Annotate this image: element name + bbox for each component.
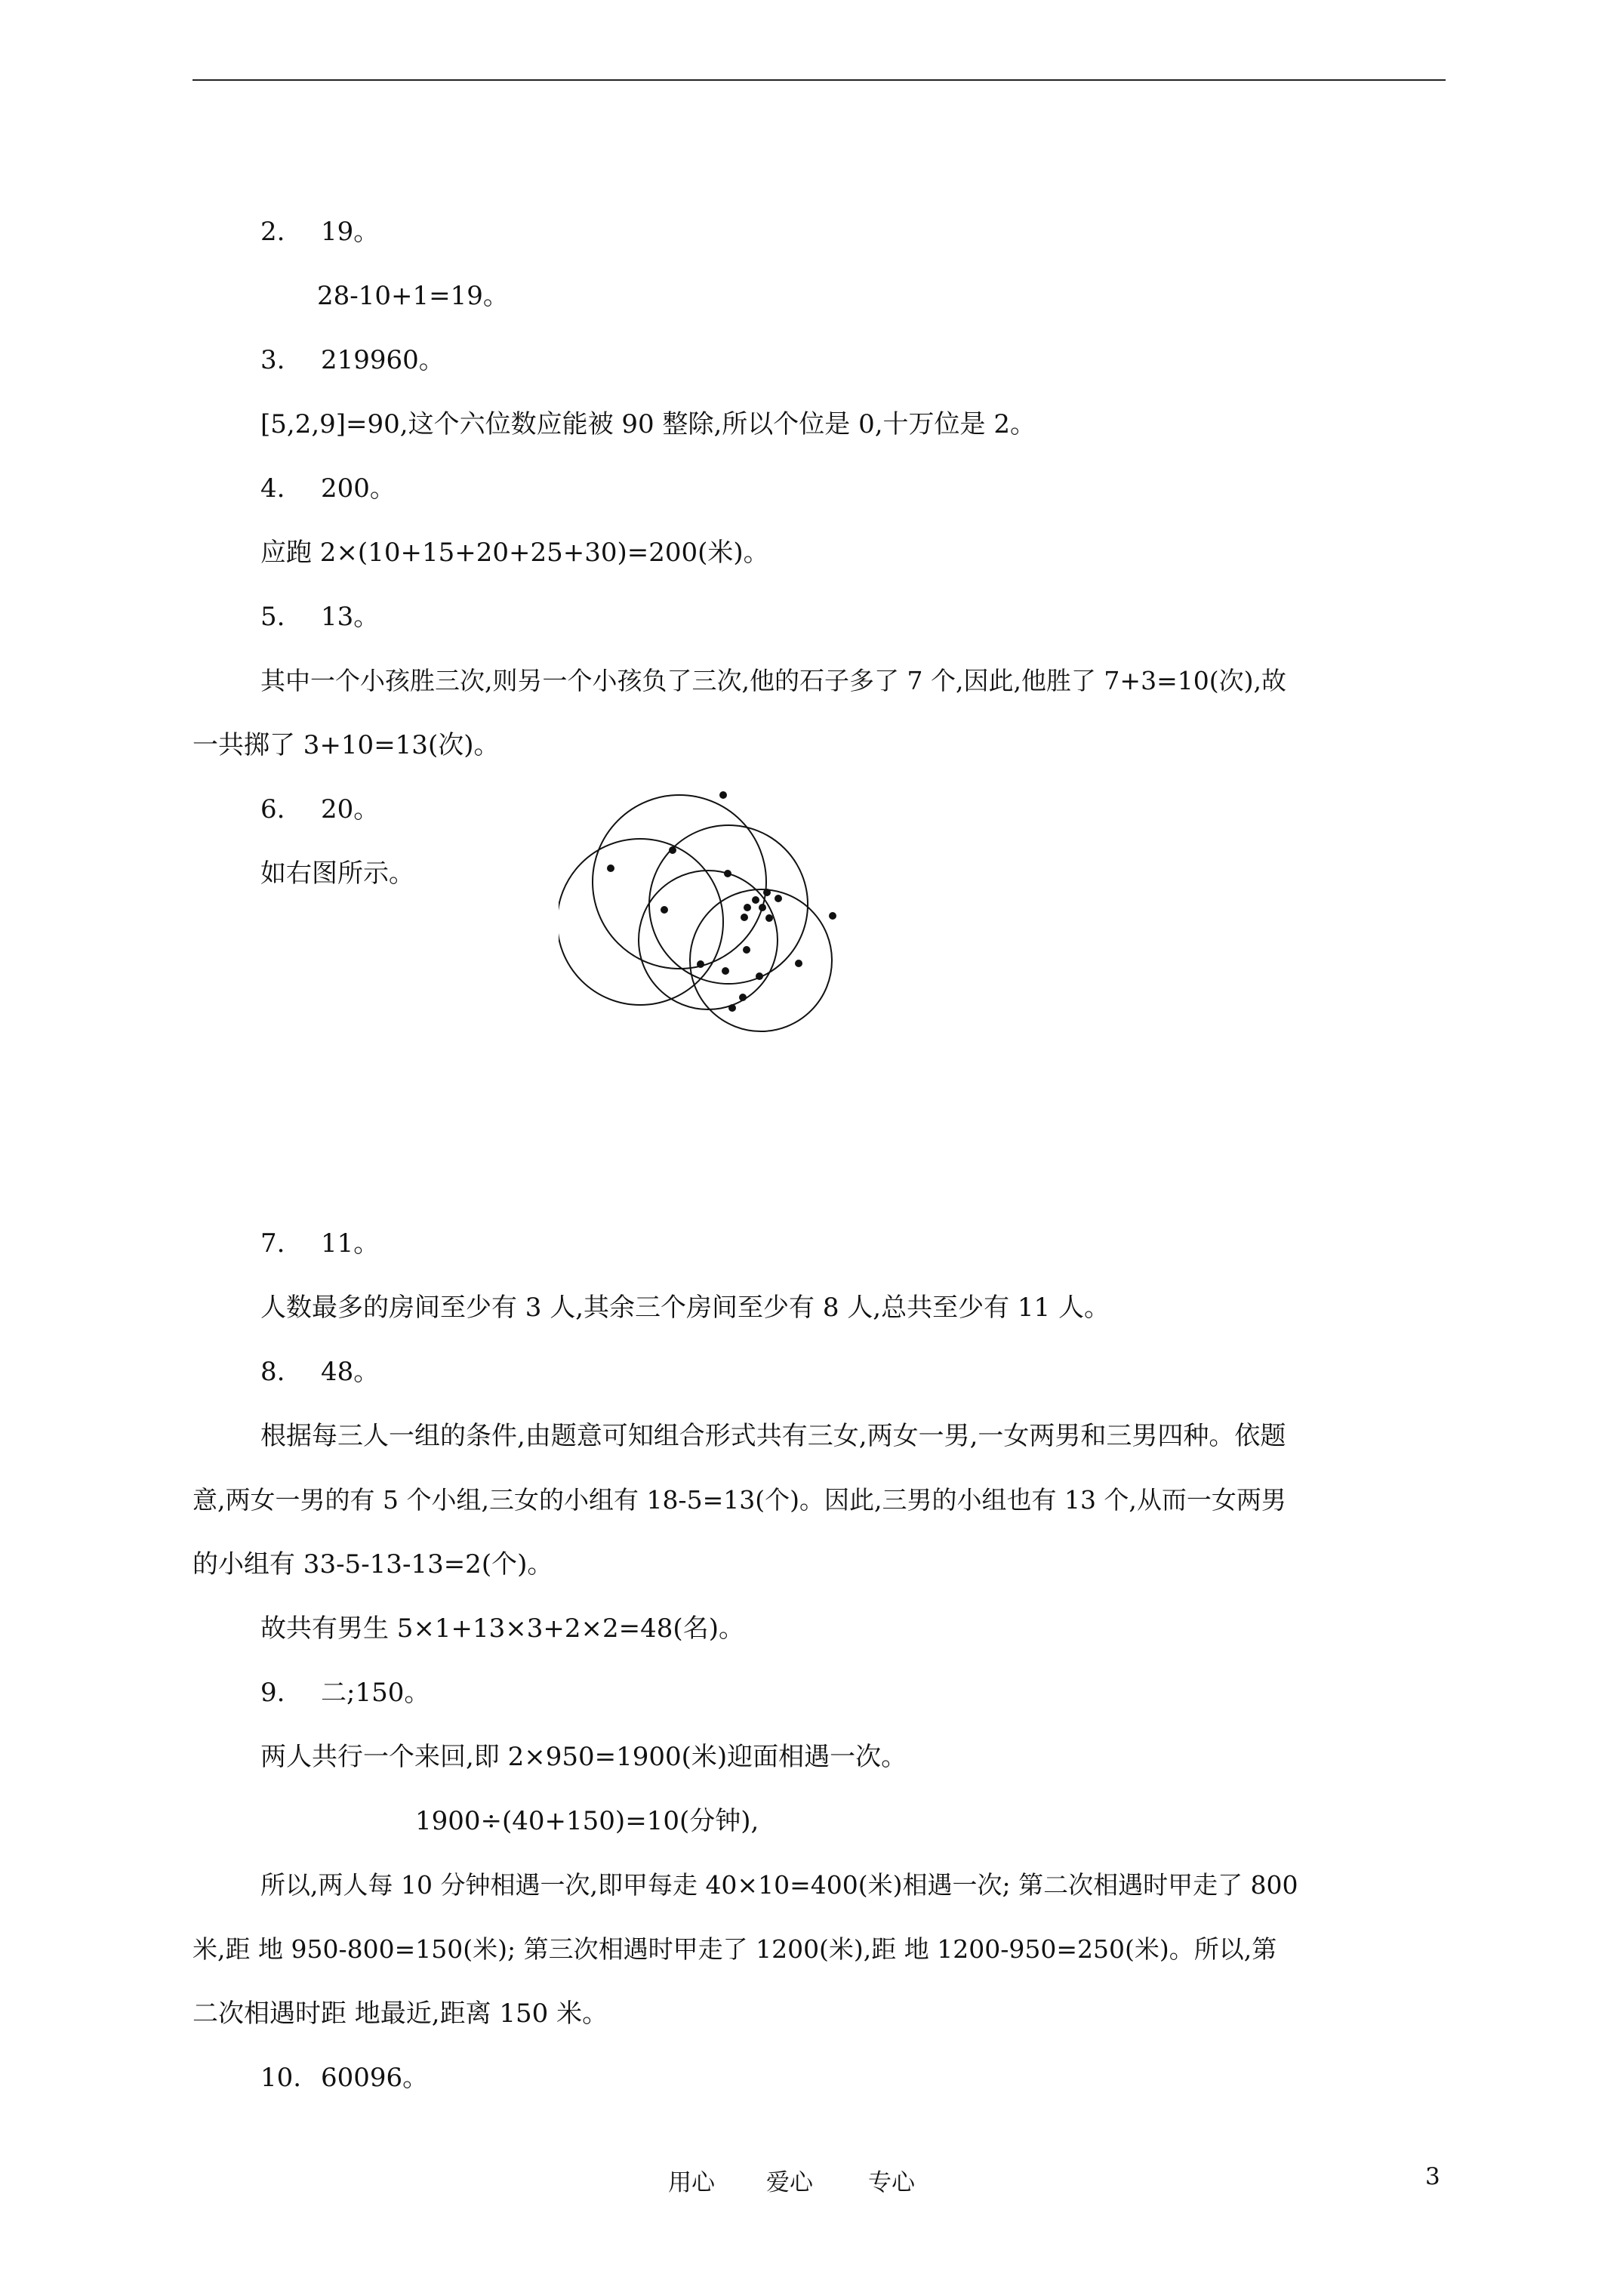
answer-8: 8. 48。 [260, 1357, 380, 1387]
footer-motto-1: 用心 [668, 2169, 715, 2196]
explanation-8-line1: 根据每三人一组的条件,由题意可知组合形式共有三女,两女一男,一女两男和三男四种。依题 [260, 1421, 1286, 1451]
explanation-4: 应跑 2×(10+15+20+25+30)=200(米)。 [260, 538, 769, 568]
explanation-9-line2: 1900÷(40+150)=10(分钟), [415, 1806, 759, 1836]
answer-3: 3. 219960。 [260, 345, 445, 375]
circle-2 [593, 795, 766, 969]
explanation-3: [5,2,9]=90,这个六位数应能被 90 整除,所以个位是 0,十万位是 2。 [260, 409, 1036, 439]
explanation-8-line2: 意,两女一男的有 5 个小组,三女的小组有 18-5=13(个)。因此,三男的小组也有 13 个,从而一女两男 [192, 1485, 1286, 1515]
explanation-6: 如右图所示。 [260, 858, 414, 889]
answer-4: 4. 200。 [260, 473, 396, 504]
explanation-9-line1: 两人共行一个来回,即 2×950=1900(米)迎面相遇一次。 [260, 1742, 907, 1772]
explanation-9-line4: 米,距 地 950-800=150(米); 第三次相遇时甲走了 1200(米),距 地 1200-950=250(米)。所以,第 [192, 1934, 1277, 1964]
explanation-5-line2: 一共掷了 3+10=13(次)。 [192, 730, 500, 760]
explanation-5-line1: 其中一个小孩胜三次,则另一个小孩负了三次,他的石子多了 7 个,因此,他胜了 7+3=10(次),故 [260, 666, 1286, 695]
answer-9: 9. 二;150。 [260, 1678, 430, 1708]
footer-motto-2: 爱心 [766, 2169, 813, 2196]
circles-figure [559, 785, 876, 1049]
explanation-9-line5: 二次相遇时距 地最近,距离 150 米。 [192, 1999, 608, 2029]
explanation-8-line3: 的小组有 33-5-13-13=2(个)。 [192, 1549, 553, 1579]
explanation-8-line4: 故共有男生 5×1+13×3+2×2=48(名)。 [260, 1613, 744, 1644]
explanation-9-line3: 所以,两人每 10 分钟相遇一次,即甲每走 40×10=400(米)相遇一次; 第二次相遇时甲走了 800 [260, 1870, 1298, 1900]
explanation-7: 人数最多的房间至少有 3 人,其余三个房间至少有 8 人,总共至少有 11 人。 [260, 1293, 1110, 1323]
footer-motto-3: 专心 [868, 2169, 915, 2196]
answer-7: 7. 11。 [260, 1228, 380, 1259]
page-number: 3 [1425, 2163, 1440, 2190]
explanation-2: 28-10+1=19。 [317, 281, 509, 311]
answer-10: 10. 60096。 [260, 2063, 429, 2093]
answer-6: 6. 20。 [260, 794, 380, 824]
circle-4 [639, 871, 778, 1009]
answer-5: 5. 13。 [260, 602, 380, 632]
header-rule [192, 79, 1446, 81]
answer-2: 2. 19。 [260, 217, 380, 247]
